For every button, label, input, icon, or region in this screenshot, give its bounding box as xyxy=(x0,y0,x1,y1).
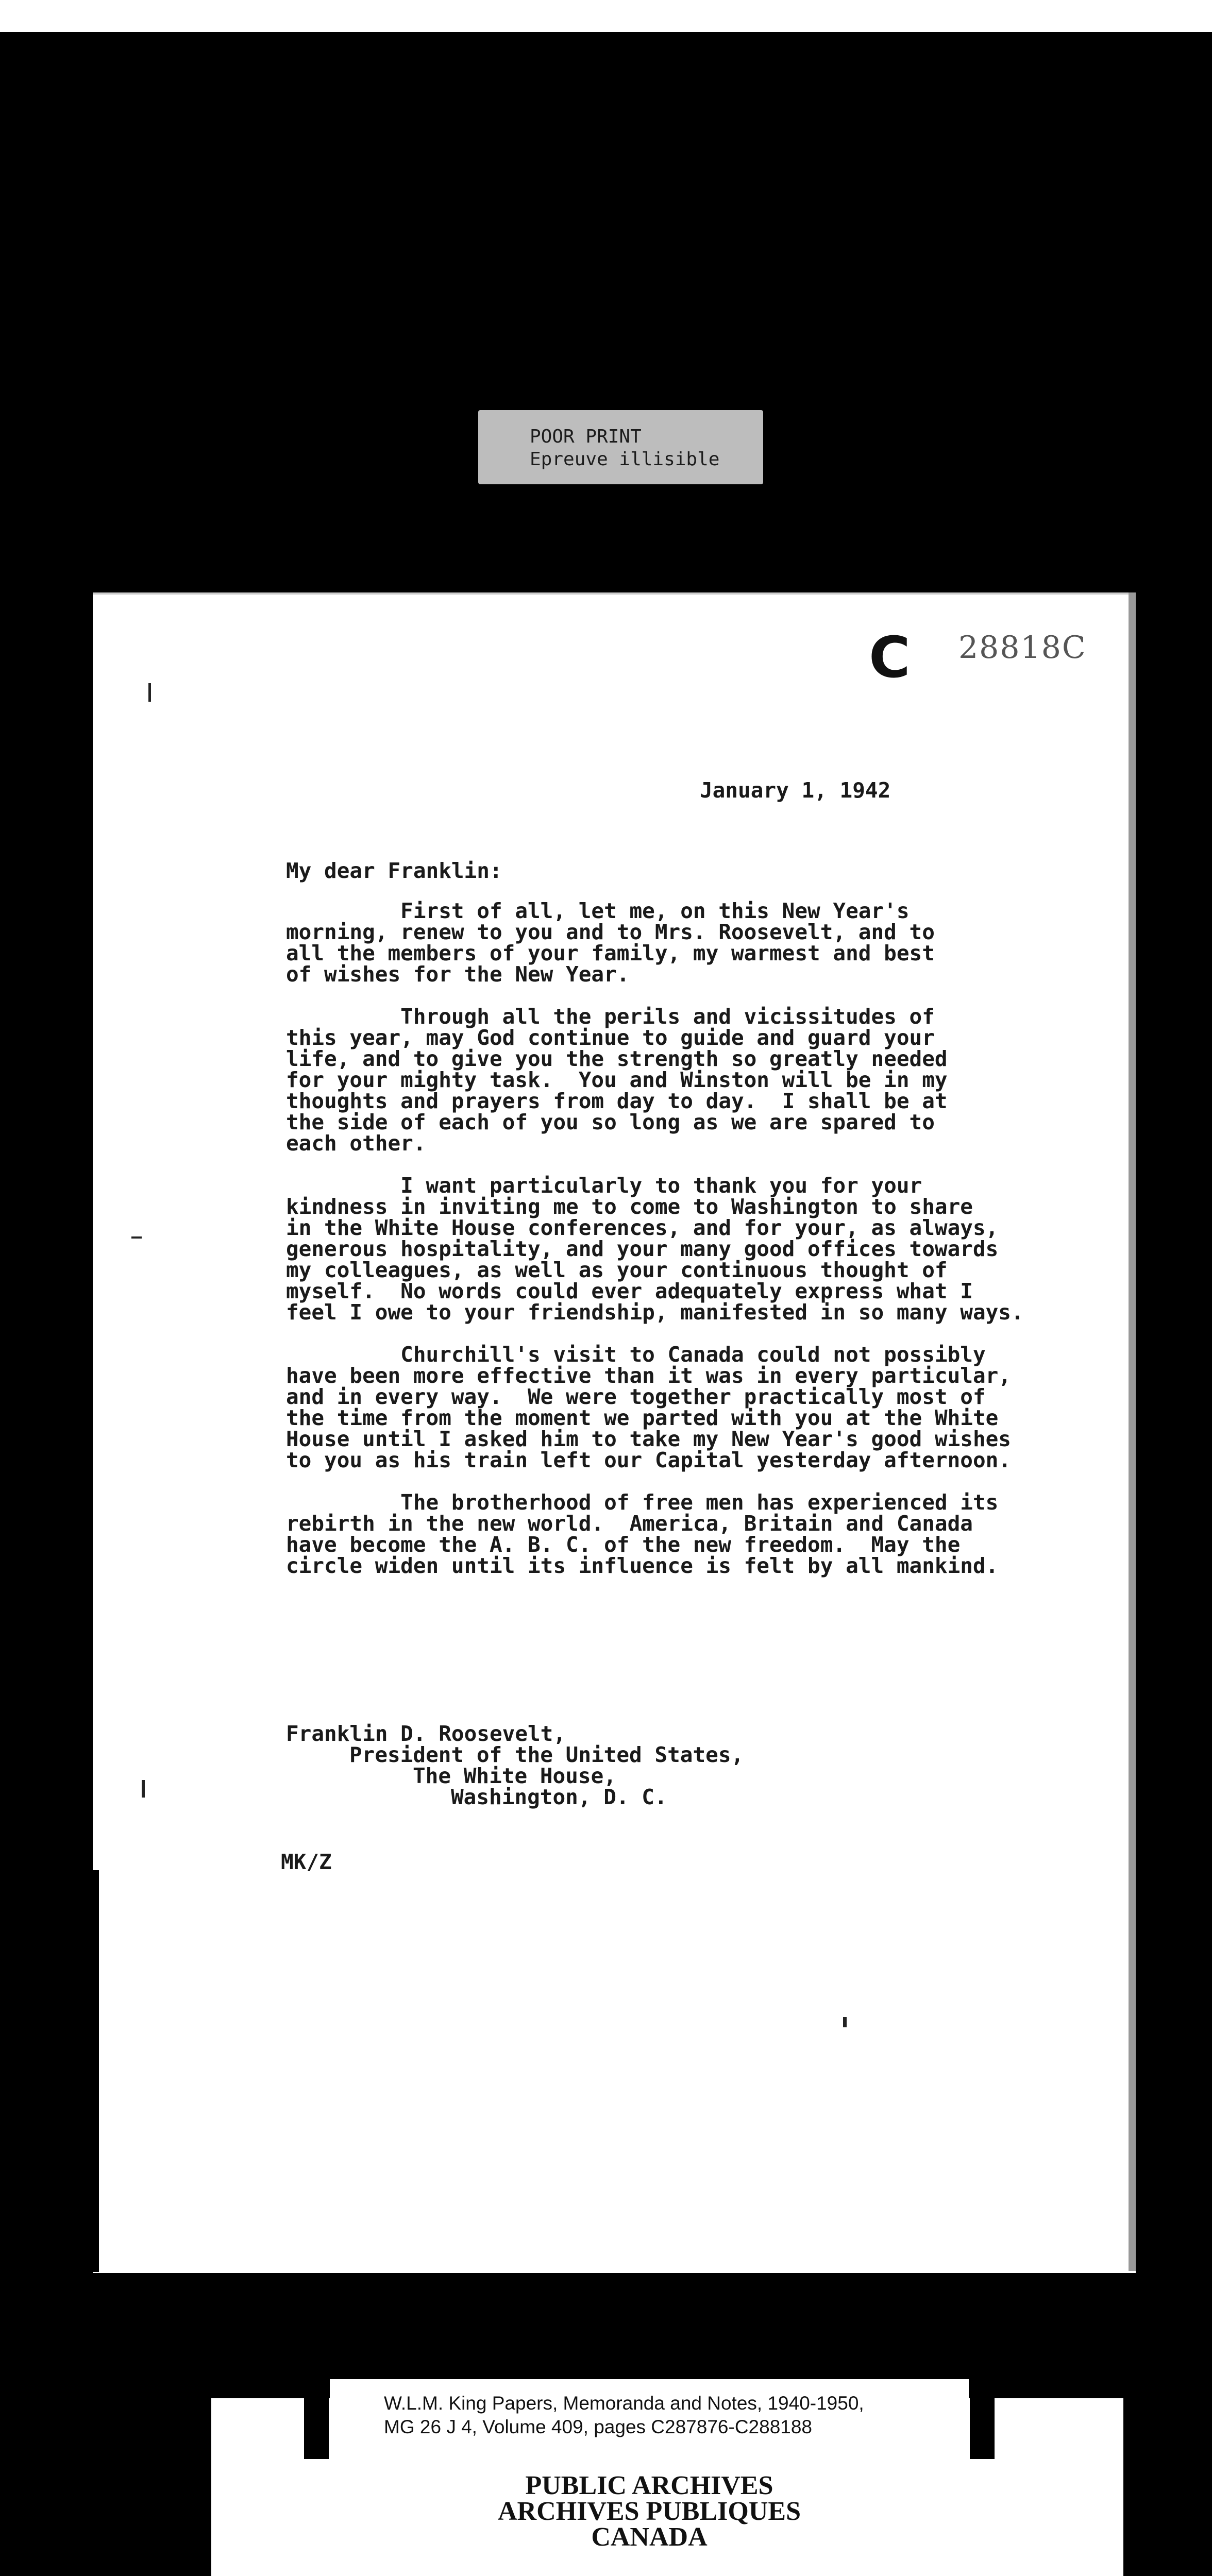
paragraph-line: circle widen until its influence is felt by all mankind. xyxy=(286,1553,999,1578)
paragraph-line: the time from the moment we parted with you at the White xyxy=(286,1405,999,1430)
paragraph-line: rebirth in the new world. America, Britain and Canada xyxy=(286,1511,973,1536)
document-mark: C xyxy=(869,624,911,690)
stamp-line-2: Epreuve illisible xyxy=(530,449,720,470)
letter-body xyxy=(286,860,1059,1598)
page-edge-shadow xyxy=(1129,592,1136,2271)
address-line: Franklin D. Roosevelt, xyxy=(286,1721,566,1746)
label-notch-left xyxy=(304,2398,329,2459)
archives-name-fr: ARCHIVES PUBLIQUES xyxy=(497,2497,801,2526)
ink-speck xyxy=(843,2017,847,2027)
citation-line-1: W.L.M. King Papers, Memoranda and Notes, 1940-1950, xyxy=(384,2393,864,2414)
paragraph-line: myself. No words could ever adequately express what I xyxy=(286,1279,973,1303)
paragraph-line: have been more effective than it was in every particular, xyxy=(286,1363,1011,1388)
letter-date: January 1, 1942 xyxy=(700,778,891,803)
paragraph-line: feel I owe to your friendship, manifested in so many ways. xyxy=(286,1300,1024,1325)
salutation: My dear Franklin: xyxy=(286,858,502,883)
paragraph-line: I want particularly to thank you for your xyxy=(286,1173,922,1198)
paragraph-line: kindness in inviting me to come to Washington to share xyxy=(286,1194,973,1219)
paragraph-line: The brotherhood of free men has experienced its xyxy=(286,1490,999,1515)
paragraph-line: for your mighty task. You and Winston will be in my xyxy=(286,1067,948,1092)
archives-country: CANADA xyxy=(591,2522,708,2552)
letter-paragraph xyxy=(286,901,1059,985)
paragraph-line: have become the A. B. C. of the new freedom. May the xyxy=(286,1532,961,1557)
label-notch-right xyxy=(970,2398,995,2459)
punch-mark xyxy=(148,683,151,702)
letter-paragraph xyxy=(286,1006,1059,1154)
paragraph-line: all the members of your family, my warmest and best xyxy=(286,941,935,965)
page-left-edge xyxy=(93,1870,99,2272)
paragraph-line: each other. xyxy=(286,1131,426,1156)
archive-citation xyxy=(384,2392,864,2439)
paragraph-line: the side of each of you so long as we are spared to xyxy=(286,1110,935,1134)
paragraph-line: to you as his train left our Capital yesterday afternoon. xyxy=(286,1448,1011,1472)
recipient-address xyxy=(286,1723,744,1808)
film-top-edge xyxy=(0,0,1212,32)
punch-mark xyxy=(142,1780,145,1798)
paragraph-line: morning, renew to you and to Mrs. Roosevelt, and to xyxy=(286,920,935,944)
paragraph-line: Through all the perils and vicissitudes of xyxy=(286,1004,935,1029)
letter-paragraph xyxy=(286,1492,1059,1577)
address-line: The White House, xyxy=(413,1764,616,1788)
paragraph-line: of wishes for the New Year. xyxy=(286,962,630,987)
stamp-line-1: POOR PRINT xyxy=(530,426,642,447)
letter-paragraphs xyxy=(286,901,1059,1577)
paragraph-line: this year, may God continue to guide and guard your xyxy=(286,1025,935,1050)
letter-paragraph xyxy=(286,1344,1059,1471)
paragraph-line: First of all, let me, on this New Year's xyxy=(286,899,910,923)
paragraph-line: generous hospitality, and your many good offices towards xyxy=(286,1236,999,1261)
document-number: 28818C xyxy=(958,630,1087,666)
paragraph-line: life, and to give you the strength so greatly needed xyxy=(286,1046,948,1071)
letter-paragraph xyxy=(286,1175,1059,1323)
paragraph-line: in the White House conferences, and for your, as always, xyxy=(286,1215,999,1240)
archives-name-block xyxy=(330,2473,969,2550)
poor-print-stamp xyxy=(478,410,763,484)
paragraph-line: House until I asked him to take my New Year's good wishes xyxy=(286,1427,1011,1451)
paragraph-line: thoughts and prayers from day to day. I shall be at xyxy=(286,1089,948,1113)
paragraph-line: my colleagues, as well as your continuous thought of xyxy=(286,1258,948,1282)
citation-line-2: MG 26 J 4, Volume 409, pages C287876-C288188 xyxy=(384,2416,813,2437)
typist-initials: MK/Z xyxy=(281,1850,332,1874)
paragraph-line: Churchill's visit to Canada could not possibly xyxy=(286,1342,986,1367)
address-line: Washington, D. C. xyxy=(451,1785,667,1809)
punch-mark xyxy=(131,1236,142,1239)
paragraph-line: and in every way. We were together practically most of xyxy=(286,1384,986,1409)
archives-name-en: PUBLIC ARCHIVES xyxy=(525,2471,773,2500)
address-line: President of the United States, xyxy=(349,1742,744,1767)
